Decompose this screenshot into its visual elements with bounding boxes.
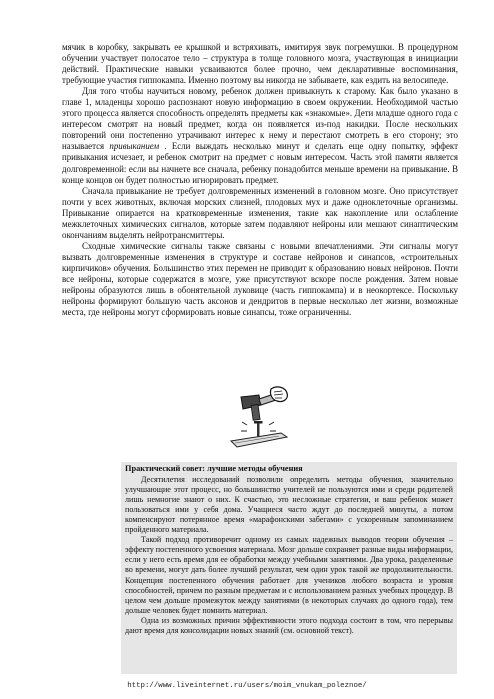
main-text: [62, 42, 458, 318]
tip-paragraph-3: Одна из возможных причин эффективности этого подхода состоит в том, что перерывы дают время для консолидации новых знаний (см. основной текст).: [125, 615, 453, 635]
practical-tip-box: [121, 462, 457, 674]
tip-paragraph-2: Такой подход противоречит одному из самых надежных выводов теории обучения – эффекту постепенного усвоения материала. Мозг дольше сохраняет разные виды информации, если у него есть время для ее обработки между учебными занятиями. Два урока, разделенные во времени, могут дать более лучший результат, чем один урок такой же продолжительности. Концепция постепенного обучения работает для учеников любого возраста и уровня способностей, причем по разным предметам и с использованием разных учебных процедур. В целом чем дольше промежуток между занятиями (в некоторых случаях до одного года), тем дольше человек будет помнить материал.: [125, 535, 453, 615]
paragraph-4: Сходные химические сигналы также связаны с новыми впечатлениями. Эти сигналы могут вызвать долговременные изменения в структуре и составе нейронов и синапсов, «строительных кирпичиков» обучения. Большинство этих перемен не приводит к образованию новых нейронов. Почти все нейроны, которые содержатся в мозге, уже присутствуют вскоре после рождения. Затем новые нейроны образуются лишь в обонятельной луковице (часть гиппокампа) и в неокортексе. Поскольку нейроны формируют большую часть аксонов и дендритов в первые несколько лет жизни, возможные места, где нейроны могут сформировать новые синапсы, тоже ограниченны.: [62, 240, 458, 318]
hammer-hitting-nail-icon: [225, 385, 293, 453]
habituation-term: привыканием: [109, 141, 160, 152]
tip-title: Практический совет: лучшие методы обучения: [125, 464, 303, 473]
source-url[interactable]: http://www.liveinternet.ru/users/moim_vnukam_poleznoe/: [127, 682, 367, 690]
tip-paragraph-1: Десятилетия исследований позволили определить методы обучения, значительно улучшающие этот процесс, но большинство учителей не пользуются ими и среди родителей лишь немногие знают о них. К счастью, это несложные стратегии, и ваш ребенок может пользоваться ими у себя дома. Учащиеся часто ждут до последней минуты, а потом компенсируют потерянное время «марафонскими забегами» с ускоренным запоминанием пройденного материала.: [125, 475, 453, 535]
paragraph-1: мячик в коробку, закрывать ее крышкой и встряхивать, имитируя звук погремушки. В процедурном обучении участвует полосатое тело – структура в толще головного мозга, участвующая в инициации действий. Практические навыки усваиваются более прочно, чем декларативные воспоминания, требующие участия гиппокампа. Именно поэтому вы никогда не забываете, как ездить на велосипеде.: [62, 42, 458, 86]
paragraph-habituation: Для того чтобы научиться новому, ребенок должен привыкнуть к старому. Как было указано в главе 1, младенцы хорошо распознают новую информацию в своем окружении. Необходимой частью этого процесса является способность определять предметы как «знакомые». Дети младше одного года с интересом смотрят на новый предмет, когда он появляется из-под накидки. После нескольких повторений они постепенно утрачивают интерес к нему и перестают смотреть в его сторону; это называется привыканием . Если выждать несколько минут и сделать еще одну попытку, эффект привыкания исчезает, и ребенок смотрит на предмет с новым интересом. Часть этой памяти является долговременной: если вы начнете все сначала, ребенку понадобится меньше времени на привыкание. В конце концов он будет полностью игнорировать предмет.: [62, 86, 458, 185]
hammer-nail-illustration: [225, 385, 293, 453]
paragraph-3: Сначала привыкание не требует долговременных изменений в головном мозге. Оно присутствует почти у всех животных, включая морских слизней, плодовых мух и даже одноклеточные организмы. Привыкание опирается на кратковременные изменения, такие как накопление или ослабление межклеточных химических сигналов, которые затем подавляют нейроны или мешают синаптическим окончаниям выделять нейротрансмиттеры.: [62, 185, 458, 240]
